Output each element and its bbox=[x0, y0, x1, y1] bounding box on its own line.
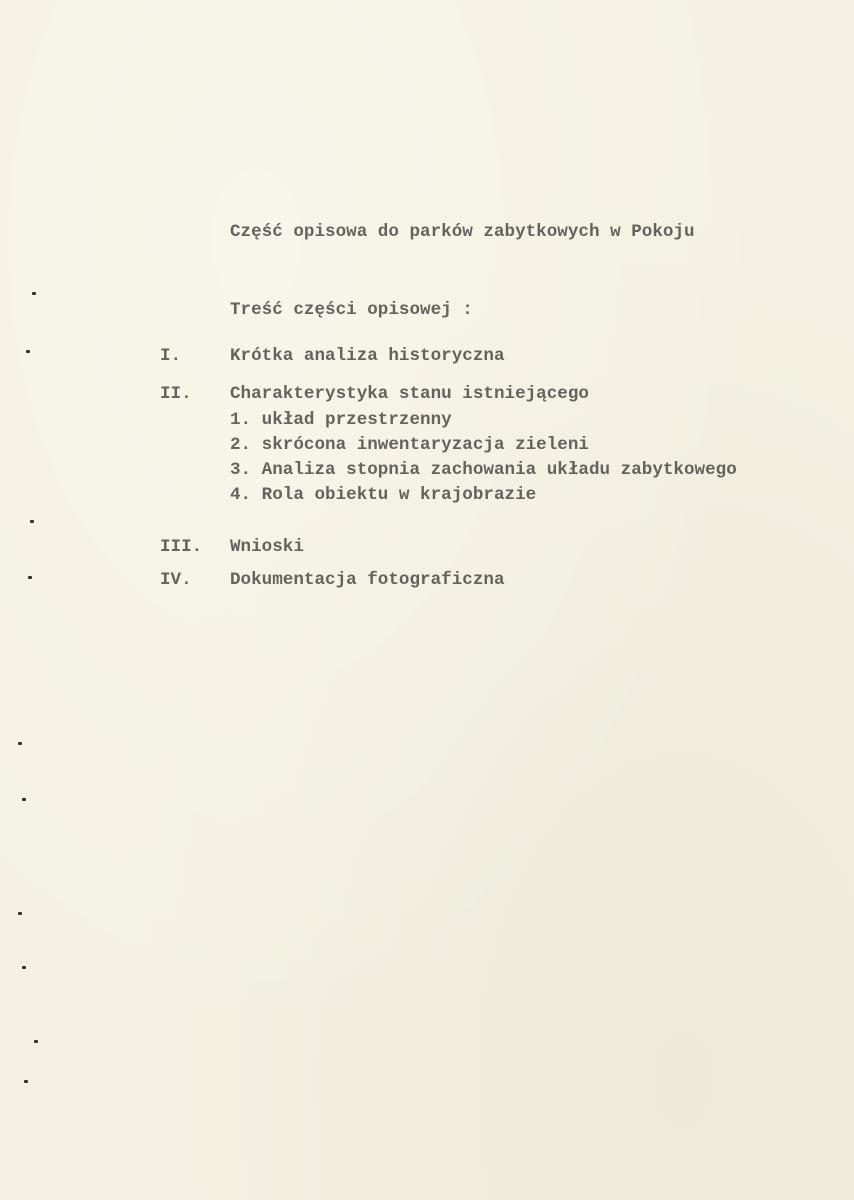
contents-heading: Treść części opisowej : bbox=[230, 300, 473, 320]
subitem: 3. Analiza stopnia zachowania układu zabytkowego bbox=[230, 460, 737, 480]
margin-mark bbox=[24, 1080, 28, 1083]
subitem: 1. układ przestrzenny bbox=[230, 410, 452, 430]
margin-mark bbox=[18, 742, 22, 745]
margin-mark bbox=[18, 912, 22, 915]
section-label: Wnioski bbox=[230, 537, 304, 557]
section-number: I. bbox=[160, 346, 182, 366]
section-label: Dokumentacja fotograficzna bbox=[230, 570, 505, 590]
document-title: Część opisowa do parków zabytkowych w Pokoju bbox=[230, 222, 695, 242]
section-label: Charakterystyka stanu istniejącego bbox=[230, 384, 589, 404]
margin-mark bbox=[26, 350, 30, 353]
subitem: 2. skrócona inwentaryzacja zieleni bbox=[230, 435, 589, 455]
section-number: III. bbox=[160, 537, 203, 557]
section-label: Krótka analiza historyczna bbox=[230, 346, 505, 366]
margin-mark bbox=[32, 292, 36, 295]
margin-mark bbox=[34, 1040, 38, 1043]
section-number: IV. bbox=[160, 570, 192, 590]
margin-mark bbox=[28, 576, 32, 579]
section-number: II. bbox=[160, 384, 192, 404]
margin-mark bbox=[22, 798, 26, 801]
margin-mark bbox=[30, 520, 34, 523]
subitem: 4. Rola obiektu w krajobrazie bbox=[230, 485, 537, 505]
margin-mark bbox=[22, 966, 26, 969]
